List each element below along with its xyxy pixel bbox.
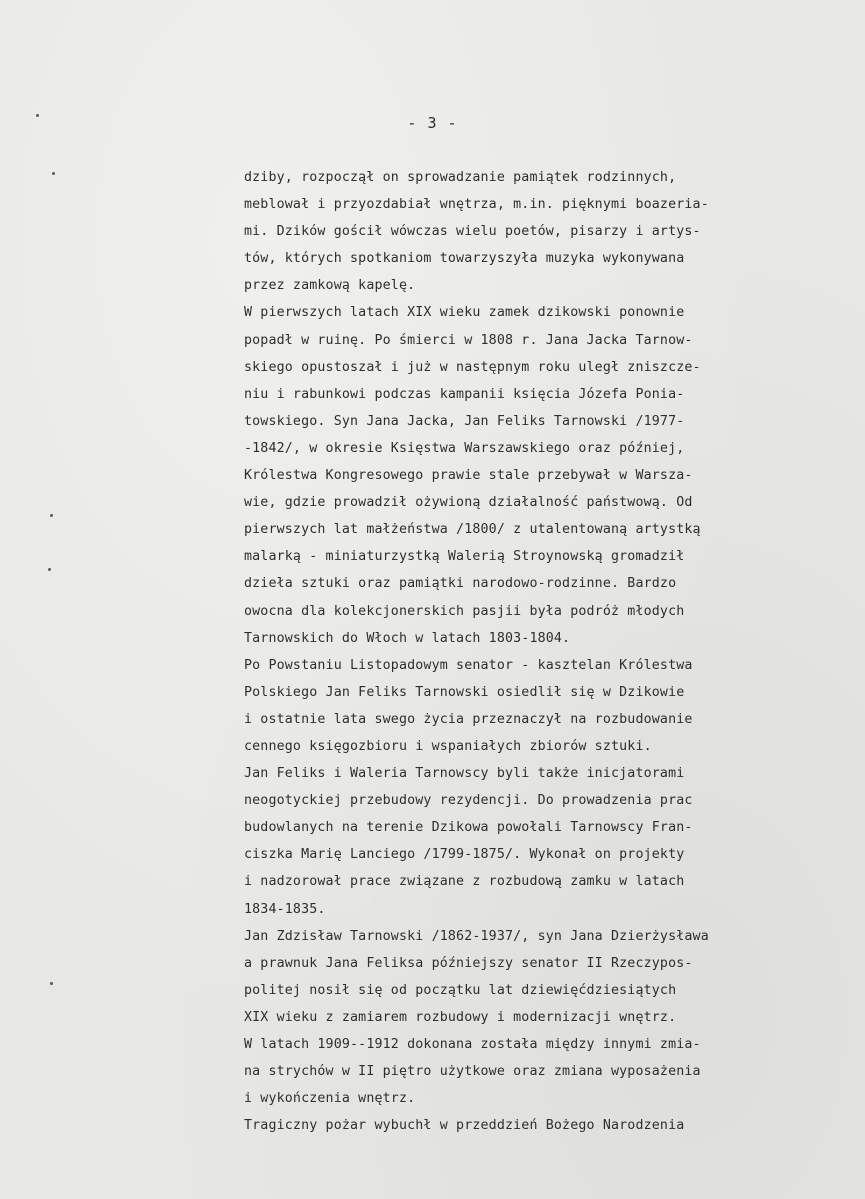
text-line: i wykończenia wnętrz. bbox=[244, 1091, 416, 1107]
margin-mark bbox=[48, 568, 51, 571]
text-line: przez zamkową kapelę. bbox=[244, 278, 416, 294]
text-line: Jan Feliks i Waleria Tarnowscy byli także inicjatorami bbox=[244, 766, 685, 782]
text-line: tów, których spotkaniom towarzyszyła muzyka wykonywana bbox=[244, 251, 685, 267]
text-line: malarką - miniaturzystką Walerią Stroynowską gromadził bbox=[244, 549, 685, 565]
text-line: ciszka Marię Lanciego /1799-1875/. Wykonał on projekty bbox=[244, 847, 685, 863]
text-line: wie, gdzie prowadził ożywioną działalność państwową. Od bbox=[244, 495, 693, 511]
text-line: towskiego. Syn Jana Jacka, Jan Feliks Tarnowski /1977- bbox=[244, 413, 685, 429]
text-line: popadł w ruinę. Po śmierci w 1808 r. Jana Jacka Tarnow- bbox=[244, 332, 693, 348]
text-line: cennego księgozbioru i wspaniałych zbiorów sztuki. bbox=[244, 738, 652, 754]
margin-mark bbox=[52, 172, 55, 175]
text-line: W latach 1909--1912 dokonana została między innymi zmia- bbox=[244, 1037, 701, 1052]
text-line: niu i rabunkowi podczas kampanii księcia Józefa Ponia- bbox=[244, 386, 685, 402]
text-line: meblował i przyozdabiał wnętrza, m.in. pięknymi boazeria- bbox=[244, 197, 709, 213]
text-line: Królestwa Kongresowego prawie stale przebywał w Warsza- bbox=[244, 468, 693, 484]
text-line: i nadzorował prace związane z rozbudową zamku w latach bbox=[244, 874, 685, 890]
text-line: pierwszych lat małżeństwa /1800/ z utalentowaną artystką bbox=[244, 522, 701, 538]
text-line: Tragiczny pożar wybuchł w przeddzień Bożego Narodzenia bbox=[244, 1118, 685, 1134]
text-line: XIX wieku z zamiarem rozbudowy i modernizacji wnętrz. bbox=[244, 1009, 677, 1025]
text-line: dziby, rozpoczął on sprowadzanie pamiątek rodzinnych, bbox=[244, 170, 677, 185]
text-line: Po Powstaniu Listopadowym senator - kasztelan Królestwa bbox=[244, 657, 693, 673]
text-line: -1842/, w okresie Księstwa Warszawskiego oraz później, bbox=[244, 440, 685, 456]
text-line: a prawnuk Jana Feliksa późniejszy senator II Rzeczypos- bbox=[244, 955, 693, 971]
text-line: neogotyckiej przebudowy rezydencji. Do prowadzenia prac bbox=[244, 793, 693, 809]
text-line: mi. Dzików gościł wówczas wielu poetów, pisarzy i artys- bbox=[244, 224, 701, 240]
margin-mark bbox=[50, 514, 53, 517]
text-line: W pierwszych latach XIX wieku zamek dzikowski ponownie bbox=[244, 305, 685, 321]
text-line: politej nosił się od początku lat dziewięćdziesiątych bbox=[244, 982, 677, 998]
text-line: Polskiego Jan Feliks Tarnowski osiedlił się w Dzikowie bbox=[244, 684, 685, 700]
text-line: 1834-1835. bbox=[244, 901, 326, 917]
page-number: - 3 - bbox=[407, 114, 458, 132]
text-line: dzieła sztuki oraz pamiątki narodowo-rodzinne. Bardzo bbox=[244, 576, 677, 592]
body-text bbox=[244, 164, 844, 1139]
text-line: na strychów w II piętro użytkowe oraz zmiana wyposażenia bbox=[244, 1064, 701, 1080]
text-line: Jan Zdzisław Tarnowski /1862-1937/, syn Jana Dzierżysława bbox=[244, 928, 709, 944]
text-line: skiego opustoszał i już w następnym roku uległ zniszcze- bbox=[244, 359, 701, 375]
text-line: i ostatnie lata swego życia przeznaczył na rozbudowanie bbox=[244, 711, 693, 727]
text-line: Tarnowskich do Włoch w latach 1803-1804. bbox=[244, 630, 571, 646]
text-line: owocna dla kolekcjonerskich pasjii była podróż młodych bbox=[244, 603, 685, 619]
text-line: budowlanych na terenie Dzikowa powołali Tarnowscy Fran- bbox=[244, 820, 693, 836]
margin-mark bbox=[50, 982, 53, 985]
